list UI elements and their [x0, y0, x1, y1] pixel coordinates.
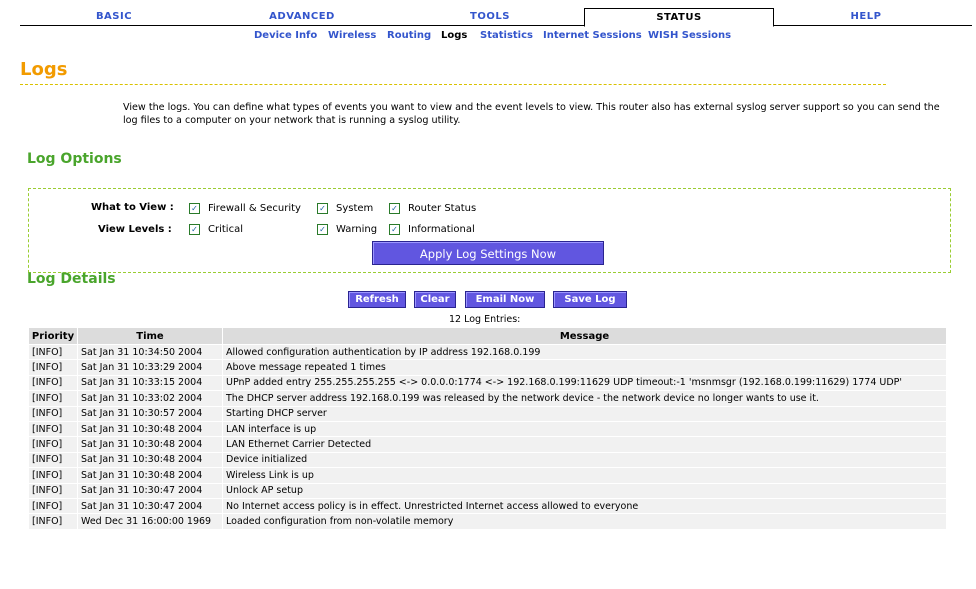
time-column-header: Time [78, 328, 222, 344]
clear-button[interactable]: Clear [414, 291, 456, 308]
subnav-logs[interactable]: Logs [441, 30, 468, 41]
log-time: Sat Jan 31 10:30:48 2004 [78, 437, 222, 451]
log-priority: [INFO] [29, 484, 77, 498]
log-priority: [INFO] [29, 391, 77, 405]
table-row [29, 468, 946, 482]
tab-help[interactable]: HELP [850, 11, 882, 22]
page-title: Logs [20, 59, 68, 80]
log-message: No Internet access policy is in effect. Unrestricted Internet access allowed to everyone [223, 499, 946, 513]
subnav-internet-sessions[interactable]: Internet Sessions [543, 30, 642, 41]
log-priority: [INFO] [29, 499, 77, 513]
log-message: UPnP added entry 255.255.255.255 <-> 0.0.0.0:1774 <-> 192.168.0.199:11629 UDP timeout:-1 'msnmsgr (192.168.0.199:11629) 1774 UDP' [223, 376, 946, 390]
table-row [29, 422, 946, 436]
log-message: Unlock AP setup [223, 484, 946, 498]
subnav-wish-sessions[interactable]: WISH Sessions [648, 30, 732, 41]
apply-log-settings-button[interactable]: Apply Log Settings Now [372, 241, 604, 265]
log-time: Sat Jan 31 10:33:15 2004 [78, 376, 222, 390]
priority-column-header: Priority [29, 328, 77, 344]
top-tab-bar [20, 8, 972, 26]
subnav-wireless[interactable]: Wireless [328, 30, 377, 41]
system-checkbox[interactable]: ✓ [317, 203, 328, 214]
table-row [29, 437, 946, 451]
log-message: Wireless Link is up [223, 468, 946, 482]
table-row [29, 391, 946, 405]
subnav-routing[interactable]: Routing [387, 30, 432, 41]
log-details-heading: Log Details [27, 271, 116, 287]
log-message: Allowed configuration authentication by IP address 192.168.0.199 [223, 345, 946, 359]
log-priority: [INFO] [29, 345, 77, 359]
log-time: Sat Jan 31 10:33:29 2004 [78, 360, 222, 374]
table-row [29, 407, 946, 421]
log-options-heading: Log Options [27, 151, 122, 167]
log-priority: [INFO] [29, 514, 77, 528]
log-time: Sat Jan 31 10:30:47 2004 [78, 499, 222, 513]
firewall-security-checkbox[interactable]: ✓ [189, 203, 200, 214]
log-priority: [INFO] [29, 360, 77, 374]
log-priority: [INFO] [29, 376, 77, 390]
message-column-header: Message [223, 328, 946, 344]
subnav-device-info[interactable]: Device Info [254, 30, 318, 41]
warning-label: Warning [336, 224, 378, 235]
log-table [28, 327, 947, 530]
log-message: The DHCP server address 192.168.0.199 was released by the network device - the network device no longer wants to use it. [223, 391, 946, 405]
log-message: Starting DHCP server [223, 407, 946, 421]
log-entries-count: 12 Log Entries: [449, 314, 521, 325]
title-divider [20, 84, 886, 85]
router-status-checkbox[interactable]: ✓ [389, 203, 400, 214]
table-row [29, 376, 946, 390]
what-to-view-label: What to View : [91, 202, 174, 213]
log-time: Sat Jan 31 10:34:50 2004 [78, 345, 222, 359]
sub-navigation [0, 30, 976, 44]
save-log-button[interactable]: Save Log [553, 291, 627, 308]
log-priority: [INFO] [29, 437, 77, 451]
firewall-security-label: Firewall & Security [208, 203, 301, 214]
log-priority: [INFO] [29, 468, 77, 482]
router-status-label: Router Status [408, 203, 477, 214]
log-message: Loaded configuration from non-volatile memory [223, 514, 946, 528]
email-now-button[interactable]: Email Now [465, 291, 545, 308]
tab-basic[interactable]: BASIC [95, 11, 133, 22]
log-message: LAN Ethernet Carrier Detected [223, 437, 946, 451]
log-message: Device initialized [223, 453, 946, 467]
log-time: Sat Jan 31 10:30:48 2004 [78, 453, 222, 467]
log-priority: [INFO] [29, 453, 77, 467]
table-row [29, 499, 946, 513]
log-message: Above message repeated 1 times [223, 360, 946, 374]
system-label: System [336, 203, 374, 214]
log-time: Sat Jan 31 10:33:02 2004 [78, 391, 222, 405]
refresh-button[interactable]: Refresh [348, 291, 406, 308]
log-time: Sat Jan 31 10:30:57 2004 [78, 407, 222, 421]
log-priority: [INFO] [29, 407, 77, 421]
log-time: Sat Jan 31 10:30:48 2004 [78, 422, 222, 436]
log-time: Sat Jan 31 10:30:48 2004 [78, 468, 222, 482]
table-row [29, 484, 946, 498]
critical-checkbox[interactable]: ✓ [189, 224, 200, 235]
log-message: LAN interface is up [223, 422, 946, 436]
tab-advanced[interactable]: ADVANCED [269, 11, 335, 22]
table-row [29, 514, 946, 528]
log-priority: [INFO] [29, 422, 77, 436]
table-row [29, 453, 946, 467]
log-table-header [29, 328, 946, 344]
warning-checkbox[interactable]: ✓ [317, 224, 328, 235]
critical-label: Critical [208, 224, 243, 235]
table-row [29, 345, 946, 359]
tab-status[interactable]: STATUS [584, 8, 774, 27]
page-description: View the logs. You can define what types of events you want to view and the event levels to view. This router also has external syslog server support so you can send the log files to a computer on your network that is running a syslog utility. [123, 102, 940, 126]
informational-checkbox[interactable]: ✓ [389, 224, 400, 235]
tab-tools[interactable]: TOOLS [470, 11, 510, 22]
subnav-statistics[interactable]: Statistics [480, 30, 533, 41]
view-levels-label: View Levels : [98, 224, 172, 235]
informational-label: Informational [408, 224, 475, 235]
log-time: Wed Dec 31 16:00:00 1969 [78, 514, 222, 528]
log-time: Sat Jan 31 10:30:47 2004 [78, 484, 222, 498]
table-row [29, 360, 946, 374]
